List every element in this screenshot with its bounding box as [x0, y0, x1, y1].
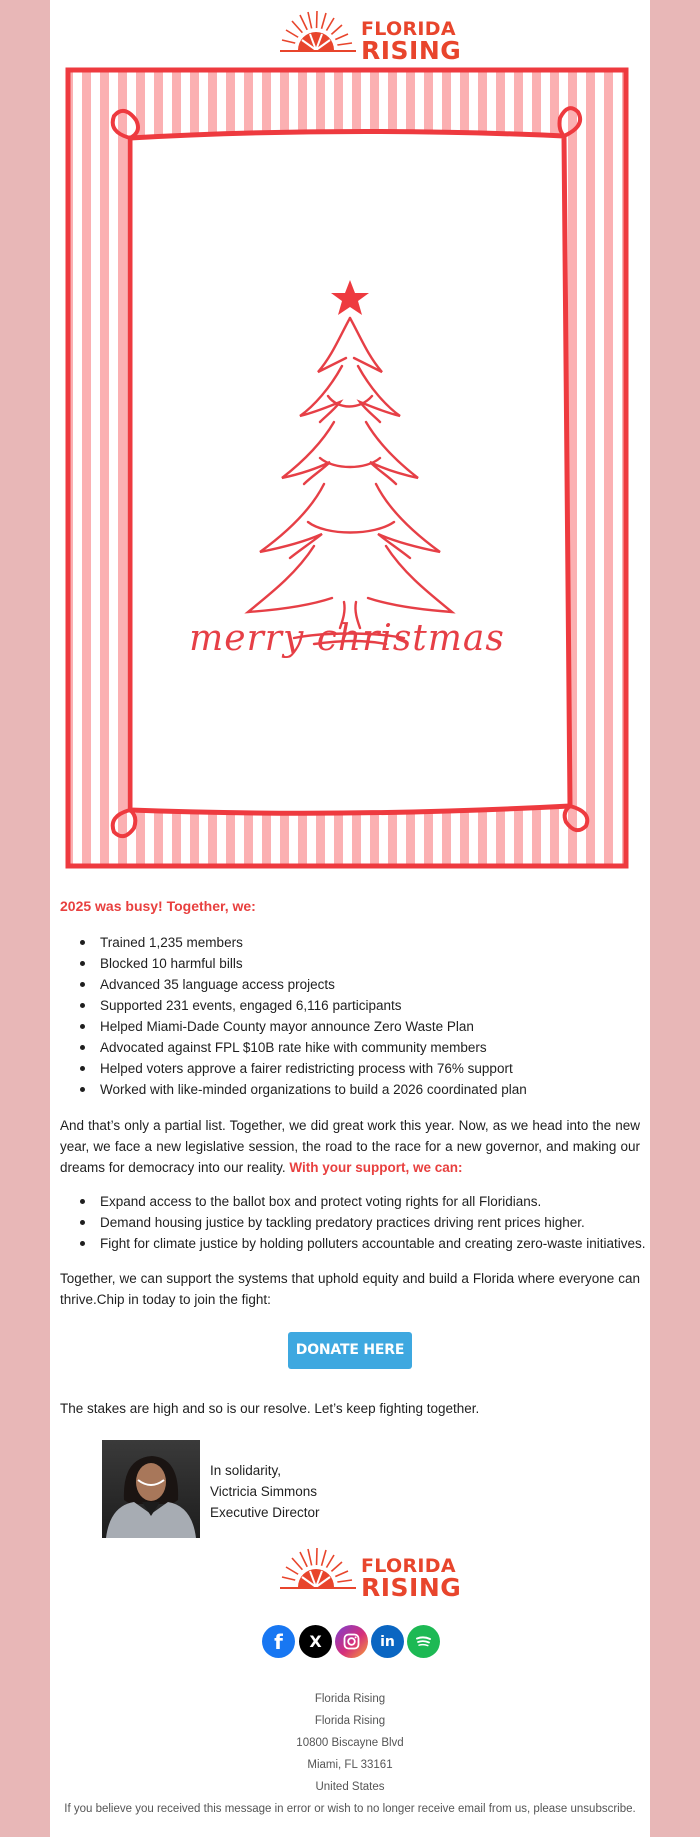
sunrise-logo-icon	[276, 10, 360, 56]
logo-line2: RISING	[361, 1573, 462, 1602]
portrait-illustration	[102, 1440, 200, 1538]
footer-country: United States	[315, 1781, 385, 1793]
signature-text	[210, 1460, 320, 1523]
list-item: Supported 231 events, engaged 6,116 participants	[90, 995, 650, 1016]
merry-christmas-text: merry christmas	[189, 618, 505, 659]
logo-line2: RISING	[361, 36, 462, 65]
list-item: Blocked 10 harmful bills	[90, 953, 650, 974]
body-paragraph-1	[60, 1115, 640, 1178]
accomplishments-title: 2025 was busy! Together, we:	[60, 898, 256, 914]
list-item: Trained 1,235 members	[90, 932, 650, 953]
closing-paragraph: The stakes are high and so is our resolve. Let’s keep fighting together.	[60, 1401, 480, 1416]
linkedin-icon[interactable]	[371, 1625, 404, 1658]
facebook-glyph: f	[274, 1629, 283, 1654]
list-item: Helped Miami-Dade County mayor announce Zero Waste Plan	[90, 1016, 650, 1037]
spotify-glyph	[414, 1632, 433, 1651]
unsubscribe-text[interactable]: If you believe you received this message in error or wish to no longer receive email from us, please unsubscribe.	[64, 1803, 636, 1815]
instagram-icon[interactable]	[335, 1625, 368, 1658]
footer-org-name-2: Florida Rising	[314, 1715, 386, 1727]
footer-org-name: Florida Rising	[314, 1693, 386, 1705]
signer-title: Executive Director	[210, 1505, 320, 1520]
accomplishments-list	[50, 932, 650, 1100]
spotify-icon[interactable]	[407, 1625, 440, 1658]
body-paragraph-2: Together, we can support the systems that uphold equity and build a Florida where everyone can thrive.Chip in today to join the fight:	[60, 1271, 640, 1307]
linkedin-glyph: in	[380, 1633, 395, 1650]
x-twitter-icon[interactable]	[299, 1625, 332, 1658]
signer-name: Victricia Simmons	[210, 1484, 318, 1499]
email-body	[50, 0, 650, 1837]
list-item: Helped voters approve a fairer redistricting process with 76% support	[90, 1058, 650, 1079]
list-item: Advanced 35 language access projects	[90, 974, 650, 995]
instagram-glyph	[343, 1633, 360, 1650]
striped-frame-tree-illustration	[64, 66, 630, 870]
social-links	[262, 1625, 442, 1659]
support-highlight: With your support, we can:	[289, 1160, 463, 1175]
footer-street: 10800 Biscayne Blvd	[296, 1737, 404, 1749]
donate-button[interactable]: DONATE HERE	[288, 1332, 412, 1369]
footer-city: Miami, FL 33161	[307, 1759, 393, 1771]
signature-block	[102, 1440, 602, 1540]
list-item: Fight for climate justice by holding polluters accountable and creating zero-waste initiatives.	[90, 1233, 650, 1254]
list-item: Worked with like-minded organizations to build a 2026 coordinated plan	[90, 1079, 650, 1100]
list-item: Expand access to the ballot box and protect voting rights for all Floridians.	[90, 1191, 650, 1212]
director-photo	[102, 1440, 200, 1538]
x-glyph: X	[309, 1632, 322, 1651]
logo-wordmark	[361, 1555, 462, 1602]
footer-address	[50, 1688, 650, 1798]
goals-list	[50, 1191, 650, 1254]
body-paragraph-1-text: And that’s only a partial list. Together, we did great work this year. Now, as we head into the new year, we face a new legislative session, the road to the race for a new governor, and making our dreams for democracy into our reality.	[60, 1118, 640, 1175]
logo-line1: FLORIDA	[361, 18, 456, 40]
christmas-card-image[interactable]	[64, 66, 630, 870]
facebook-icon[interactable]	[262, 1625, 295, 1658]
header-logo[interactable]	[50, 10, 650, 66]
footer-logo[interactable]	[50, 1547, 650, 1603]
list-item: Demand housing justice by tackling predatory practices driving rent prices higher.	[90, 1212, 650, 1233]
logo-wordmark	[361, 18, 462, 65]
sunrise-logo-icon	[276, 1547, 360, 1593]
salutation: In solidarity,	[210, 1463, 282, 1478]
list-item: Advocated against FPL $10B rate hike with community members	[90, 1037, 650, 1058]
logo-line1: FLORIDA	[361, 1555, 456, 1577]
